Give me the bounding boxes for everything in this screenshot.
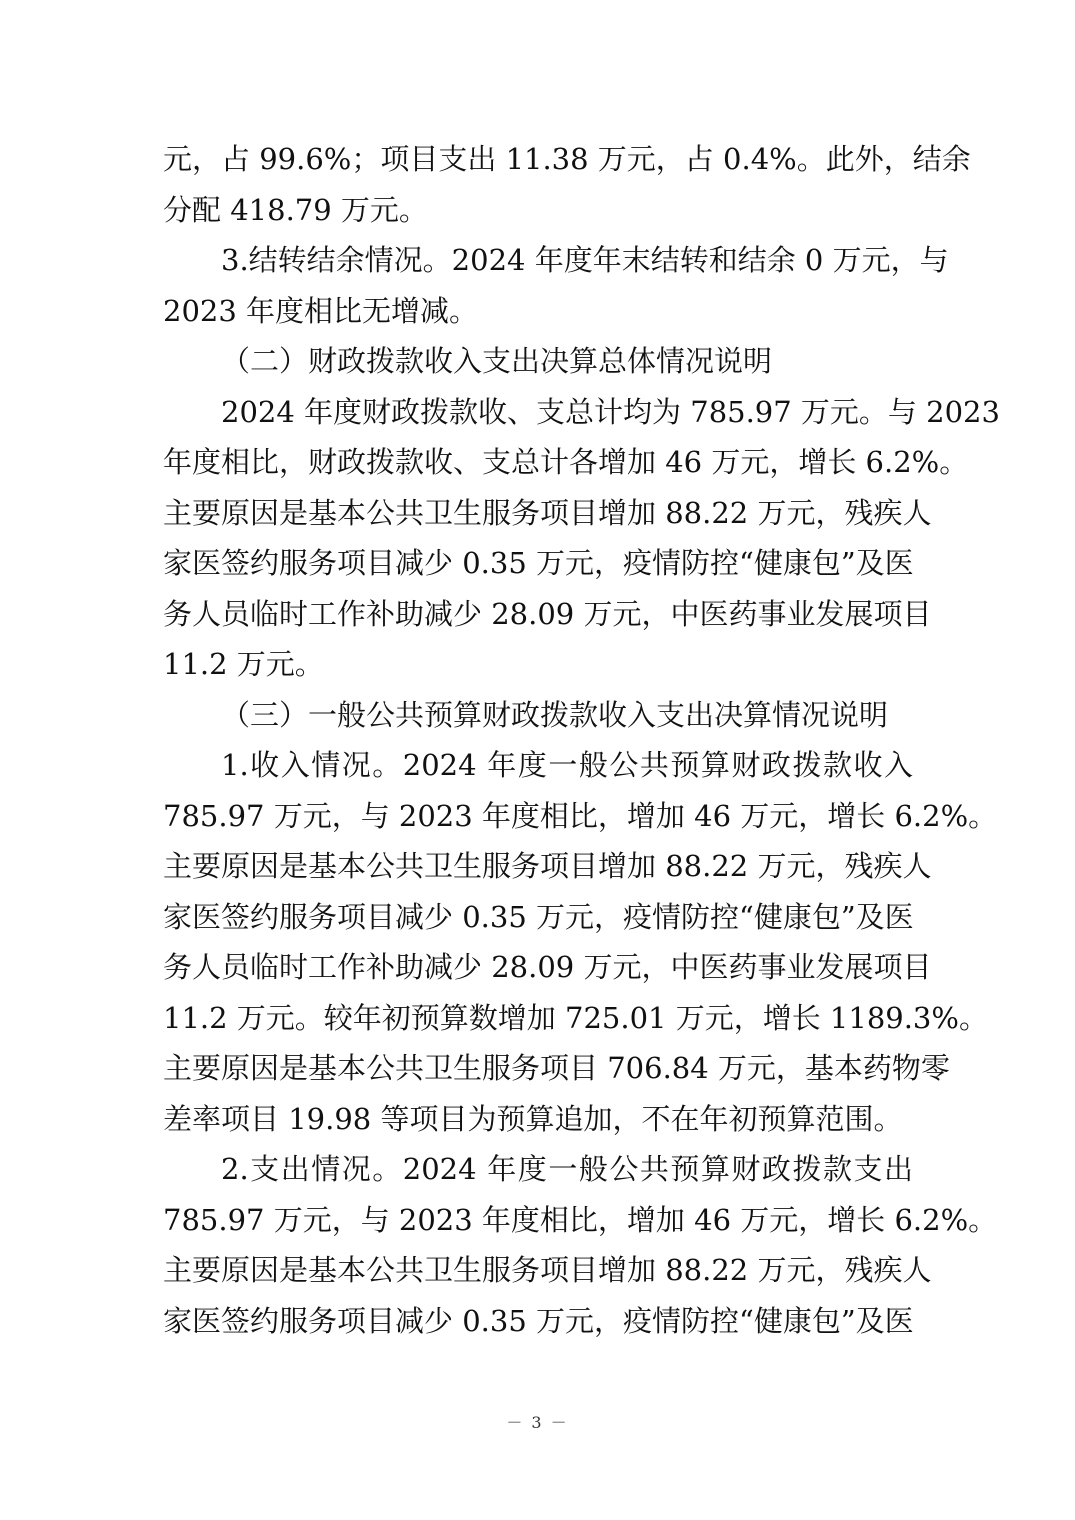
text-line: 主要原因是基本公共卫生服务项目增加 88.22 万元，残疾人 [163,849,932,883]
paragraph-start-line: 1.收入情况。2024 年度一般公共预算财政拨款收入 [221,748,913,782]
paragraph-start-line: 2.支出情况。2024 年度一般公共预算财政拨款支出 [221,1152,913,1186]
page-number: － 3 － [506,1413,569,1432]
text-line: 785.97 万元，与 2023 年度相比，增加 46 万元，增长 6.2%。 [163,798,998,833]
section-heading: （三）一般公共预算财政拨款收入支出决算情况说明 [221,697,889,732]
text-line: 年度相比，财政拨款收、支总计各增加 46 万元，增长 6.2%。 [163,445,969,479]
text-line: 主要原因是基本公共卫生服务项目 706.84 万元，基本药物零 [163,1051,950,1085]
text-line: 2023 年度相比无增减。 [163,293,479,328]
text-line: 家医签约服务项目减少 0.35 万元，疫情防控“健康包”及医 [163,1303,914,1338]
text-line: 11.2 万元。较年初预算数增加 725.01 万元，增长 1189.3%。 [163,1000,988,1035]
paragraph-start-line: 2024 年度财政拨款收、支总计均为 785.97 万元。与 2023 [221,394,1000,429]
text-line: 785.97 万元，与 2023 年度相比，增加 46 万元，增长 6.2%。 [163,1202,998,1237]
text-line: 家医签约服务项目减少 0.35 万元，疫情防控“健康包”及医 [163,899,914,934]
text-line: 务人员临时工作补助减少 28.09 万元，中医药事业发展项目 [163,596,932,631]
text-line: 元，占 99.6%；项目支出 11.38 万元，占 0.4%。此外，结余 [163,142,971,176]
text-line: 差率项目 19.98 等项目为预算追加，不在年初预算范围。 [163,1101,903,1136]
text-line: 务人员临时工作补助减少 28.09 万元，中医药事业发展项目 [163,950,932,984]
document-body [163,134,1000,1346]
text-line: 家医签约服务项目减少 0.35 万元，疫情防控“健康包”及医 [163,546,914,580]
text-line: 主要原因是基本公共卫生服务项目增加 88.22 万元，残疾人 [163,1253,932,1287]
text-line: 11.2 万元。 [163,647,324,681]
paragraph-start-line: 3.结转结余情况。2024 年度年末结转和结余 0 万元，与 [221,243,949,277]
section-heading: （二）财政拨款收入支出决算总体情况说明 [221,344,773,378]
text-line: 分配 418.79 万元。 [163,192,428,227]
text-line: 主要原因是基本公共卫生服务项目增加 88.22 万元，残疾人 [163,495,932,530]
